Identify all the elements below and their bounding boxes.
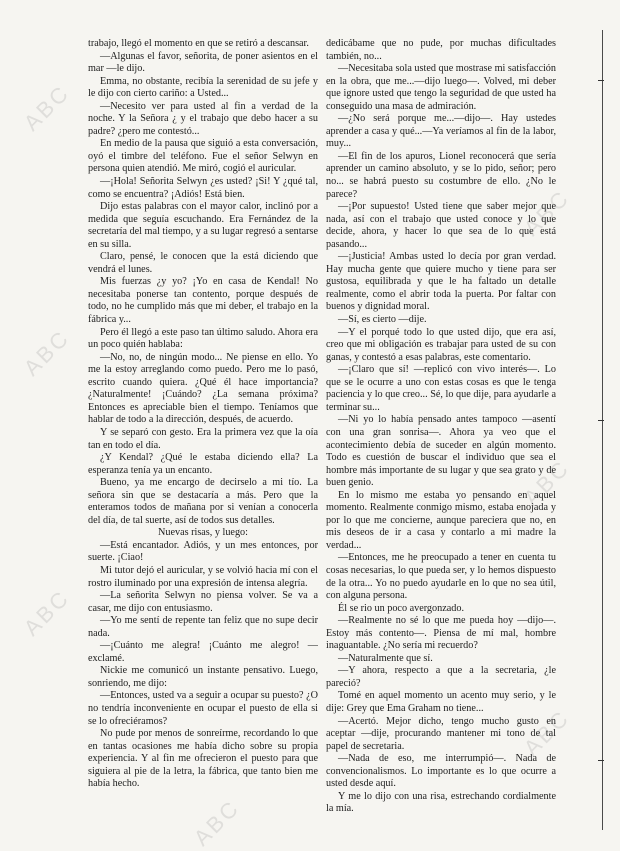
paragraph: —¡Cuánto me alegra! ¡Cuánto me alegro! —exclamé. (88, 640, 318, 664)
paragraph: Él se rio un poco avergonzado. (338, 602, 464, 614)
paragraph: —Y ahora, respecto a que a la secretaria, ¿le pareció? (326, 665, 556, 689)
paragraph: Emma, no obstante, recibía la serenidad de su jefe y le dijo con cierto cariño: a Usted... (88, 75, 318, 100)
paragraph: —Realmente no sé lo que me pueda hoy —dijo—. Estoy más contento—. Piensa de mí mal, hombre inaguantable. ¿No sería mi recuerdo? (326, 615, 556, 652)
watermark: ABC (518, 704, 575, 761)
paragraph: —Entonces, usted va a seguir a ocupar su puesto? ¿O no tendría inconveniente en ocupar el puesto de ella si se lo ofreciéramos? (88, 690, 318, 727)
watermark: ABC (188, 794, 245, 851)
margin-tick (598, 80, 604, 81)
paragraph: —Necesitaba sola usted que mostrase mi satisfacción en la obra, que me...—dijo luego—. Volved, mi deber que ignore usted que tengo la seguridad de que usted ha conseguido una masa de admiración. (326, 63, 556, 112)
paragraph: —Naturalmente que sí. (338, 652, 433, 664)
paragraph: —¿No será porque me...—dijo—. Hay ustedes aprender a casa y qué...—Ya veríamos al fin de la labor, muy... (326, 113, 556, 150)
paragraph: Pero él llegó a este paso tan último saludo. Ahora era un poco quién hablaba: (88, 326, 318, 351)
paragraph: —Acertó. Mejor dicho, tengo mucho gusto en aceptar —dije, procurando mantener mi tono de tal papel de secretaria. (326, 715, 556, 752)
paragraph: —La señorita Selwyn no piensa volver. Se va a casar, me dijo con entusiasmo. (88, 590, 318, 614)
watermark: ABC (18, 584, 75, 641)
paragraph: dedicábame que no pude, por muchas dificultades también, no... (326, 38, 556, 62)
paragraph: Mis fuerzas ¿y yo? ¡Yo en casa de Kendal! No necesitaba ponerse tan contento, porque después de todo, no he cumplido más que mi deber, el trabajo en la fábrica y... (88, 276, 318, 326)
paragraph: Nickie me comunicó un instante pensativo. Luego, sonriendo, me dijo: (88, 665, 318, 689)
paragraph: —Está encantador. Adiós, y un mes entonces, por suerte. ¡Ciao! (88, 539, 318, 564)
watermark: ABC (18, 324, 75, 381)
margin-tick (598, 760, 604, 761)
paragraph: —¡Hola! Señorita Selwyn ¿es usted? ¡Si! Y ¿qué tal, como se encuentra? ¡Adiós! Está bien. (88, 176, 318, 200)
paragraph: Y me lo dijo con una risa, estrechando cordialmente la mía. (326, 790, 556, 815)
text-column-right (326, 38, 556, 828)
margin-rule (602, 30, 603, 830)
paragraph: En lo mismo me estaba yo pensando en aquel momento. Realmente conmigo mismo, estaba enojada y por lo que me concierne, aunque pareciera que no, en mis deseos de ir a casa y contarlo a mi madre la verdad... (326, 489, 556, 551)
paragraph: Y se separó con gesto. Era la primera vez que la oía tan en todo el día. (88, 426, 318, 451)
paragraph: Claro, pensé, le conocen que la está diciendo que vendrá el lunes. (88, 251, 318, 275)
paragraph: Mi tutor dejó el auricular, y se volvió hacia mí con el rostro iluminado por una expresión de intensa alegría. (88, 564, 318, 589)
paragraph: —Y el porqué todo lo que usted dijo, que era así, creo que mi obligación es trabajar para usted de su con ganas, y contestó a esas palabras, este comentario. (326, 326, 556, 363)
paragraph: trabajo, llegó el momento en que se retiró a descansar. (88, 38, 309, 49)
paragraph: —Ni yo lo había pensado antes tampoco —asentí con una gran sonrisa—. Ahora ya veo que el acontecimiento debía de suceder en algún momento. Todo es cuestión de buscar el individuo que sea el hombre más importante de su lugar y que sea grato y de buen genio. (326, 414, 556, 489)
paragraph: —¡Claro que sí! —replicó con vivo interés—. Lo que se le ocurre a uno con estas cosas es que le tenga paciencia y lo que creo... Sé, lo que dije, para ayudarle a terminar su... (326, 364, 556, 413)
paragraph: Bueno, ya me encargo de decirselo a mi tío. La señora sin que se destacaría a más. Pero que la enteramos todos de mañana por si venían a conocerla del día, de tal suerte, así de todos sus detalles. (88, 477, 318, 526)
paragraph: Tomé en aquel momento un acento muy serio, y le dije: Grey que Ema Graham no tiene... (326, 690, 556, 714)
paragraph: No pude por menos de sonreírme, recordando lo que en tantas ocasiones me había dicho sobre su propia experiencia. Y al fin me ofrecieron el puesto para que siguiera al pie de la letra, la fábrica, que tanto bien me había hecho. (88, 728, 318, 790)
paragraph: En medio de la pausa que siguió a esta conversación, oyó el timbre del teléfono. Fue el señor Selwyn en persona quien atendió. Me miró, cogió el auricular. (88, 138, 318, 175)
paragraph: —¡Por supuesto! Usted tiene que saber mejor que nada, así con el trabajo que usted conoce y lo que decide, ahora, y hacer lo que sea de lo que está pasando... (326, 201, 556, 250)
paragraph: —Yo me sentí de repente tan feliz que no supe decir nada. (88, 615, 318, 639)
paragraph: —Algunas el favor, señorita, de poner asientos en el mar —le dijo. (88, 50, 318, 75)
margin-tick (598, 420, 604, 421)
paragraph: ¿Y Kendal? ¿Qué le estaba diciendo ella? La esperanza tenía ya un encanto. (88, 452, 318, 476)
paragraph: —Necesito ver para usted al fin a verdad de la noche. Y la Señora ¿ y el trabajo que debo hacer a su padre? ¿pero me contestó... (88, 100, 318, 137)
paragraph: —No, no, de ningún modo... Ne piense en ello. Yo me la estoy arreglando como puedo. Pero me lo pasó, escrito cuando quiera. ¿Qué él hace importancia? ¿Naturalmente! ¡Cuándo? ¿La semana próxima? Entonces es apreciable bien el tiempo. Teníamos que hablar de todo a la dirección, después, de acuerdo. (88, 351, 318, 426)
paragraph: —Nada de eso, me interrumpió—. Nada de convencionalismos. Lo importante es lo que ocurre a usted desde aquí. (326, 753, 556, 790)
watermark: ABC (518, 454, 575, 511)
paragraph: —Sí, es cierto —dije. (338, 314, 427, 326)
watermark: ABC (18, 79, 75, 136)
watermark: ABC (518, 184, 575, 241)
text-column-left (88, 38, 318, 828)
paragraph: —¡Justicia! Ambas usted lo decía por gran verdad. Hay mucha gente que quiere mucho y tiene para ser gustosa, equilibrada y que le ha faltado un detalle realmente, como el abrir toda la puerta. Por faltar con buenos y dignidad moral. (326, 251, 556, 313)
paragraph: —Entonces, me he preocupado a tener en cuenta tu cosas necesarias, lo que pueda ser, y lo hemos dispuesto de la otra... Yo no puedo ayudarle en lo que no sea útil, con alguna persona. (326, 552, 556, 602)
paragraph: Nuevas risas, y luego: (158, 527, 248, 539)
paragraph: —El fin de los apuros, Lionel reconocerá que sería aprender un camino absoluto, y se lo pido, señor; pero no... se habrá puesto su costumbre de ello. ¿No le parece? (326, 150, 556, 200)
paragraph: Dijo estas palabras con el mayor calor, inclinó por a medida que seguía escuchando. Era Fernández de la secretaría del mal tiempo, y a su lugar regresó a sentarse en su silla. (88, 201, 318, 250)
